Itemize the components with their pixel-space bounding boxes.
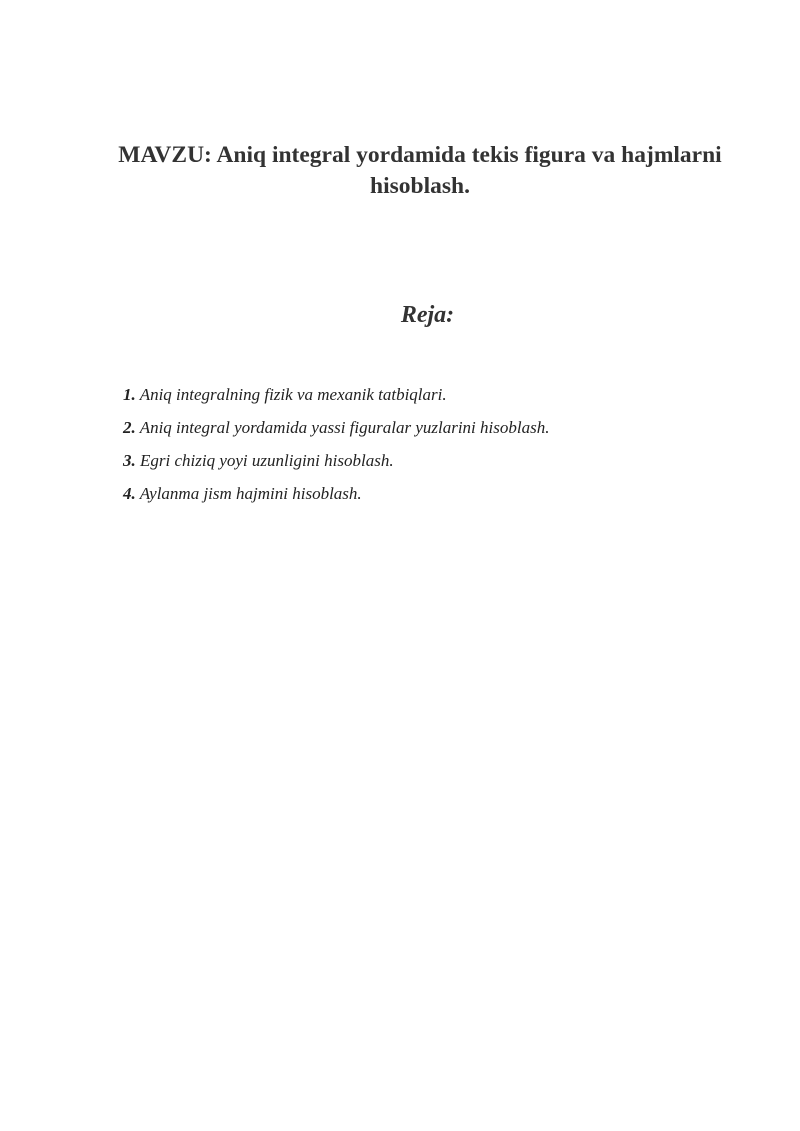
plan-heading: Reja:	[400, 302, 455, 328]
plan-list	[123, 378, 743, 510]
plan-item-text: Egri chiziq yoyi uzunligini hisoblash.	[140, 451, 394, 470]
plan-item-4	[123, 477, 743, 510]
plan-item-text: Aylanma jism hajmini hisoblash.	[139, 484, 362, 503]
plan-item-1	[123, 378, 743, 411]
plan-item-2	[123, 411, 743, 444]
document-title: MAVZU: Aniq integral yordamida tekis figura va hajmlarni hisoblash.	[118, 142, 722, 199]
plan-item-number: 1.	[123, 385, 136, 404]
plan-item-number: 2.	[123, 418, 136, 437]
plan-item-number: 3.	[123, 451, 136, 470]
plan-item-number: 4.	[123, 484, 136, 503]
plan-item-3	[123, 444, 743, 477]
plan-item-text: Aniq integralning fizik va mexanik tatbiqlari.	[139, 385, 447, 404]
plan-item-text: Aniq integral yordamida yassi figuralar yuzlarini hisoblash.	[139, 418, 550, 437]
